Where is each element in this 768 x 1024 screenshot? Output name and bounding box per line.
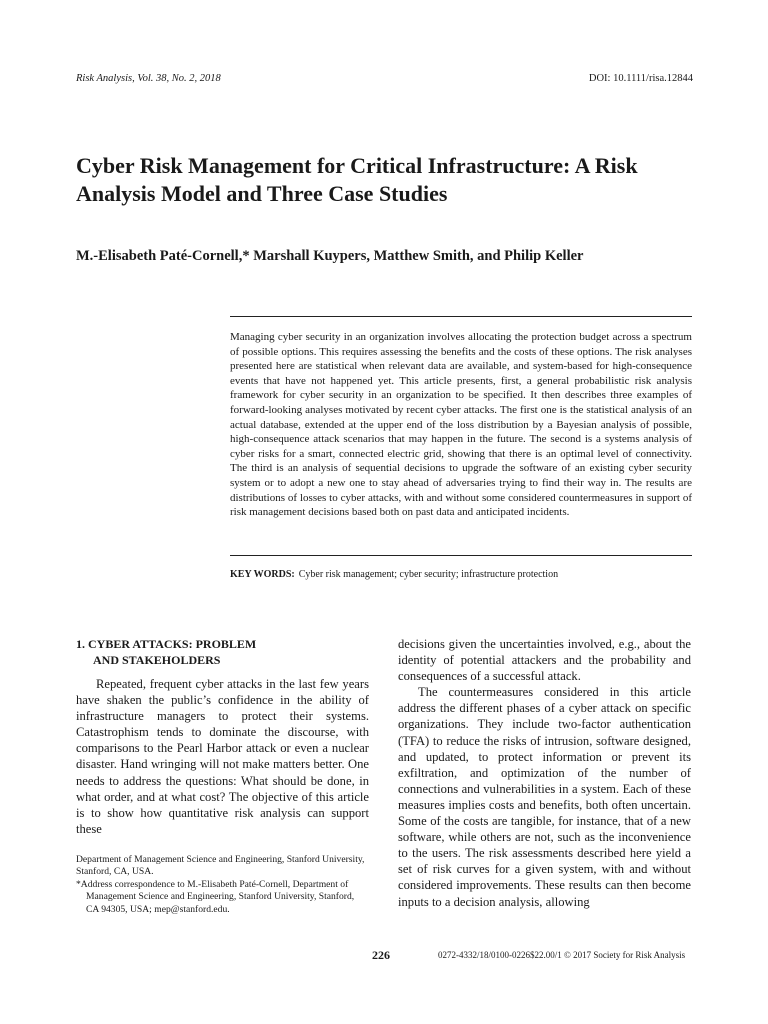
keywords bbox=[230, 569, 692, 580]
section-heading-line1: 1. CYBER ATTACKS: PROBLEM bbox=[76, 637, 257, 651]
issn-copyright: 0272-4332/18/0100-0226$22.00/1 © 2017 Society for Risk Analysis bbox=[438, 950, 686, 960]
abstract-bottom-rule bbox=[230, 555, 692, 556]
keywords-label: KEY WORDS: bbox=[230, 569, 295, 580]
section-heading bbox=[76, 636, 376, 668]
abstract-top-rule bbox=[230, 316, 692, 317]
page-number: 226 bbox=[372, 948, 390, 962]
article-title: Cyber Risk Management for Critical Infrastructure: A Risk Analysis Model and Three Case Studies bbox=[76, 153, 638, 206]
right-column-body bbox=[398, 636, 691, 910]
body-paragraph: The countermeasures considered in this article address the different phases of a cyber attack on specific organizations. They include two-factor authentication (TFA) to reduce the risks of intrusion, software designed, and updated, to protect information or prevent its exfiltration, and optimization of the number of connections and vulnerabilities in a system. Each of these measures implies costs and benefits, both often uncertain. Some of the costs are tangible, for instance, that of a new software, while others are not, such as the inconvenience to the users. The risk assessments described here yield a set of risk curves for a given system, with and without considered improvements. These results can then become inputs to a decision analysis, allowing bbox=[398, 685, 691, 909]
section-heading-line2: AND STAKEHOLDERS bbox=[93, 653, 221, 667]
keywords-text: Cyber risk management; cyber security; infrastructure protection bbox=[298, 569, 559, 580]
footnotes bbox=[76, 854, 369, 916]
abstract: Managing cyber security in an organization involves allocating the protection budget across a spectrum of possible options. This requires assessing the benefits and the costs of these options. The risk analyses presented here are statistical when relevant data are available, and system-based for high-consequence events that have not happened yet. This article presents, first, a general probabilistic risk analysis framework for cyber security in an organization to be specified. It then describes three examples of forward-looking analyses motivated by recent cyber attacks. The first one is the statistical analysis of an actual database, extended at the upper end of the loss distribution by a Bayesian analysis of possible, high-consequence attack scenarios that may happen in the future. The second is a systems analysis of cyber risks for a smart, connected electric grid, showing that there is an optimal level of connectivity. The third is an analysis of sequential decisions to upgrade the software of an existing cyber security system or to adopt a new one to stay ahead of adversaries trying to find their way in. The results are distributions of losses to cyber attacks, with and without some considered countermeasures in support of risk management decisions based both on past data and anticipated incidents. bbox=[230, 331, 692, 519]
body-paragraph: Repeated, frequent cyber attacks in the last few years have shaken the public’s confidence in the ability of infrastructure managers to protect their systems. Catastrophism tends to dominate the discourse, with comparisons to the Pearl Harbor attack or even a nuclear disaster. Hand wringing will not make matters better. One needs to address the questions: What should be done, in what order, and at what cost? The objective of this article is to show how quantitative risk analysis can support these bbox=[76, 677, 369, 836]
affiliation-footnote: Department of Management Science and Engineering, Stanford University, Stanford, CA, USA. bbox=[76, 854, 365, 878]
author-list: M.-Elisabeth Paté-Cornell,* Marshall Kuypers, Matthew Smith, and Philip Keller bbox=[76, 248, 584, 264]
body-paragraph: decisions given the uncertainties involved, e.g., about the identity of potential attackers and the probability and consequences of a successful attack. bbox=[398, 637, 691, 684]
journal-citation: Risk Analysis, Vol. 38, No. 2, 2018 bbox=[76, 73, 221, 84]
doi-link[interactable]: DOI: 10.1111/risa.12844 bbox=[588, 73, 693, 84]
left-column-body bbox=[76, 676, 369, 837]
correspondence-footnote: *Address correspondence to M.-Elisabeth Paté-Cornell, Department of Management Science and Engineering, Stanford University, Stanford, CA 94305, USA; mep@stanford.edu. bbox=[76, 878, 355, 915]
